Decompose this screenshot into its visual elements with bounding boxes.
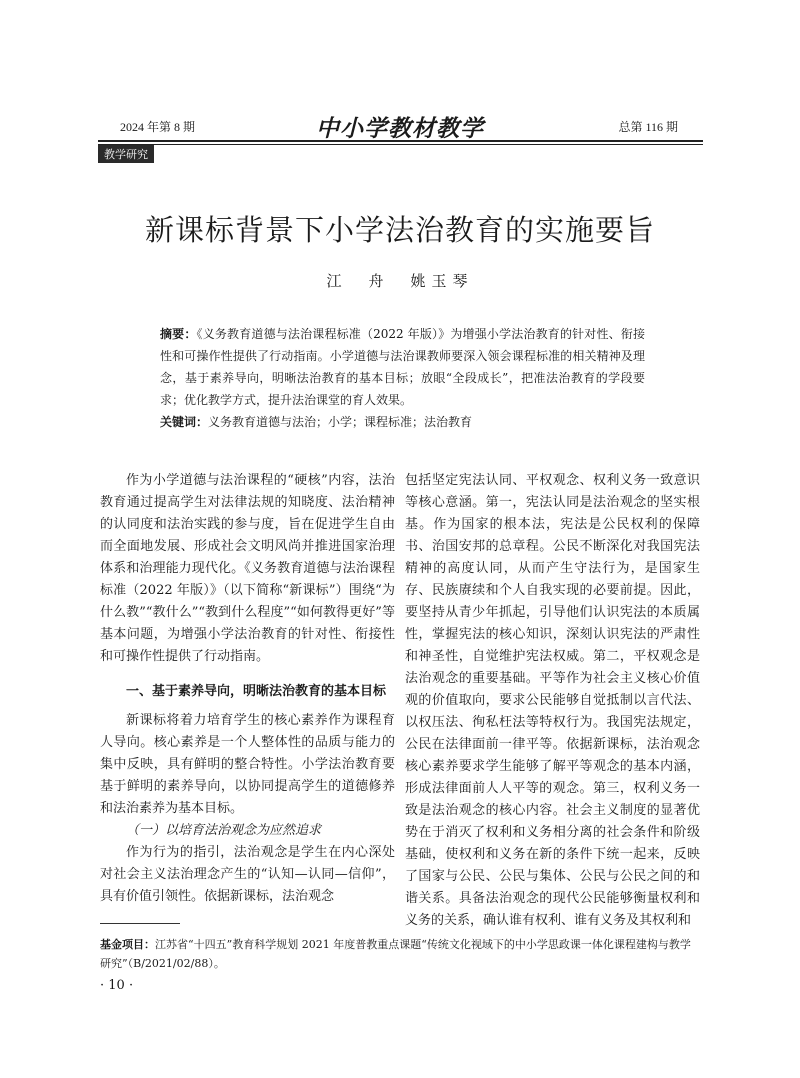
footnote-divider [100, 923, 180, 924]
abstract-paragraph [160, 323, 645, 411]
page-number: · 10 · [100, 978, 134, 993]
abstract-text: 《义务教育道德与法治课程标准（2022 年版）》为增强小学法治教育的针对性、衔接性和可操作性提供了行动指南。小学道德与法治课教师要深入领会课程标准的相关精神及理念，基于素养导向，明晰法治教育的基本目标；放眼“全段成长”，把准法治教育的学段要求；优化教学方式，提升法治课堂的育人效果。 [160, 327, 645, 407]
section-heading: 一、基于素养导向，明晰法治教育的基本目标 [126, 684, 387, 699]
body-right-column [405, 470, 700, 932]
body-paragraph: 新课标将着力培育学生的核心素养作为课程育人导向。核心素养是一个人整体性的品质与能力的集中反映，具有鲜明的整合特性。小学法治教育要基于鲜明的素养导向，以协同提高学生的道德修养和法治素养为基本目标。 [100, 713, 395, 816]
total-issue-label: 总第 116 期 [618, 120, 678, 134]
footnote-text: 江苏省“十四五”教育科学规划 2021 年度普教重点课题“传统文化视域下的中小学思政课一体化课程建构与教学研究”（B/2021/02/88）。 [100, 938, 691, 970]
body-paragraph: 包括坚定宪法认同、平权观念、权利义务一致意识等核心意涵。第一，宪法认同是法治观念的坚实根基。作为国家的根本法，宪法是公民权利的保障书、治国安邦的总章程。公民不断深化对我国宪法精神的高度认同，从而产生守法行为，是国家生存、民族赓续和个人自我实现的必要前提。因此，要坚持从青少年抓起，引导他们认识宪法的本质属性，掌握宪法的核心知识，深刻认识宪法的严肃性和神圣性，自觉维护宪法权威。第二，平权观念是法治观念的重要基础。平等作为社会主义核心价值观的价值取向，要求公民能够自觉抵制以言代法、以权压法、徇私枉法等特权行为。我国宪法规定，公民在法律面前一律平等。依据新课标，法治观念核心素养要求学生能够了解平等观念的基本内涵，形成法律面前人人平等的观念。第三，权利义务一致是法治观念的核心内容。社会主义制度的显著优势在于消灭了权利和义务相分离的社会条件和阶级基础，使权利和义务在新的条件下统一起来，反映了国家与公民、公民与集体、公民与公民之间的和谐关系。具备法治观念的现代公民能够衡量权利和义务的关系，确认谁有权利、谁有义务及其权利和 [405, 473, 700, 928]
section-tag: 教学研究 [98, 145, 154, 163]
keywords-text: 义务教育道德与法治；小学；课程标准；法治教育 [208, 415, 473, 429]
abstract-label: 摘要： [160, 327, 197, 341]
body-paragraph: 作为行为的指引，法治观念是学生在内心深处对社会主义法治理念产生的“认知—认同—信仰”，具有价值引领性。依据新课标，法治观念 [100, 845, 395, 904]
keywords-paragraph [160, 411, 645, 433]
article-authors: 江 舟 姚玉琴 [326, 272, 474, 290]
header-divider-thin [98, 144, 703, 145]
body-left-column [100, 470, 395, 908]
keywords-label: 关键词： [160, 415, 209, 429]
journal-logo: 中小学教材教学 [316, 115, 484, 142]
footnote [100, 935, 700, 973]
body-paragraph: 作为小学道德与法治课程的“硬核”内容，法治教育通过提高学生对法律法规的知晓度、法治精神的认同度和法治实践的参与度，旨在促进学生自由而全面地发展、形成社会文明风尚并推进国家治理体系和治理能力现代化。《义务教育道德与法治课程标准（2022 年版）》（以下简称“新课标”）围绕“为什么教”“教什么”“教到什么程度”“如何教得更好”等基本问题，为增强小学法治教育的针对性、衔接性和可操作性提供了行动指南。 [100, 473, 395, 664]
subsection-heading: （一）以培育法治观念为应然追求 [126, 823, 322, 838]
header-divider [98, 140, 703, 142]
footnote-label: 基金项目： [100, 938, 155, 951]
abstract-block [160, 323, 645, 433]
issue-label: 2024 年第 8 期 [120, 120, 196, 134]
article-title: 新课标背景下小学法治教育的实施要旨 [144, 213, 655, 247]
